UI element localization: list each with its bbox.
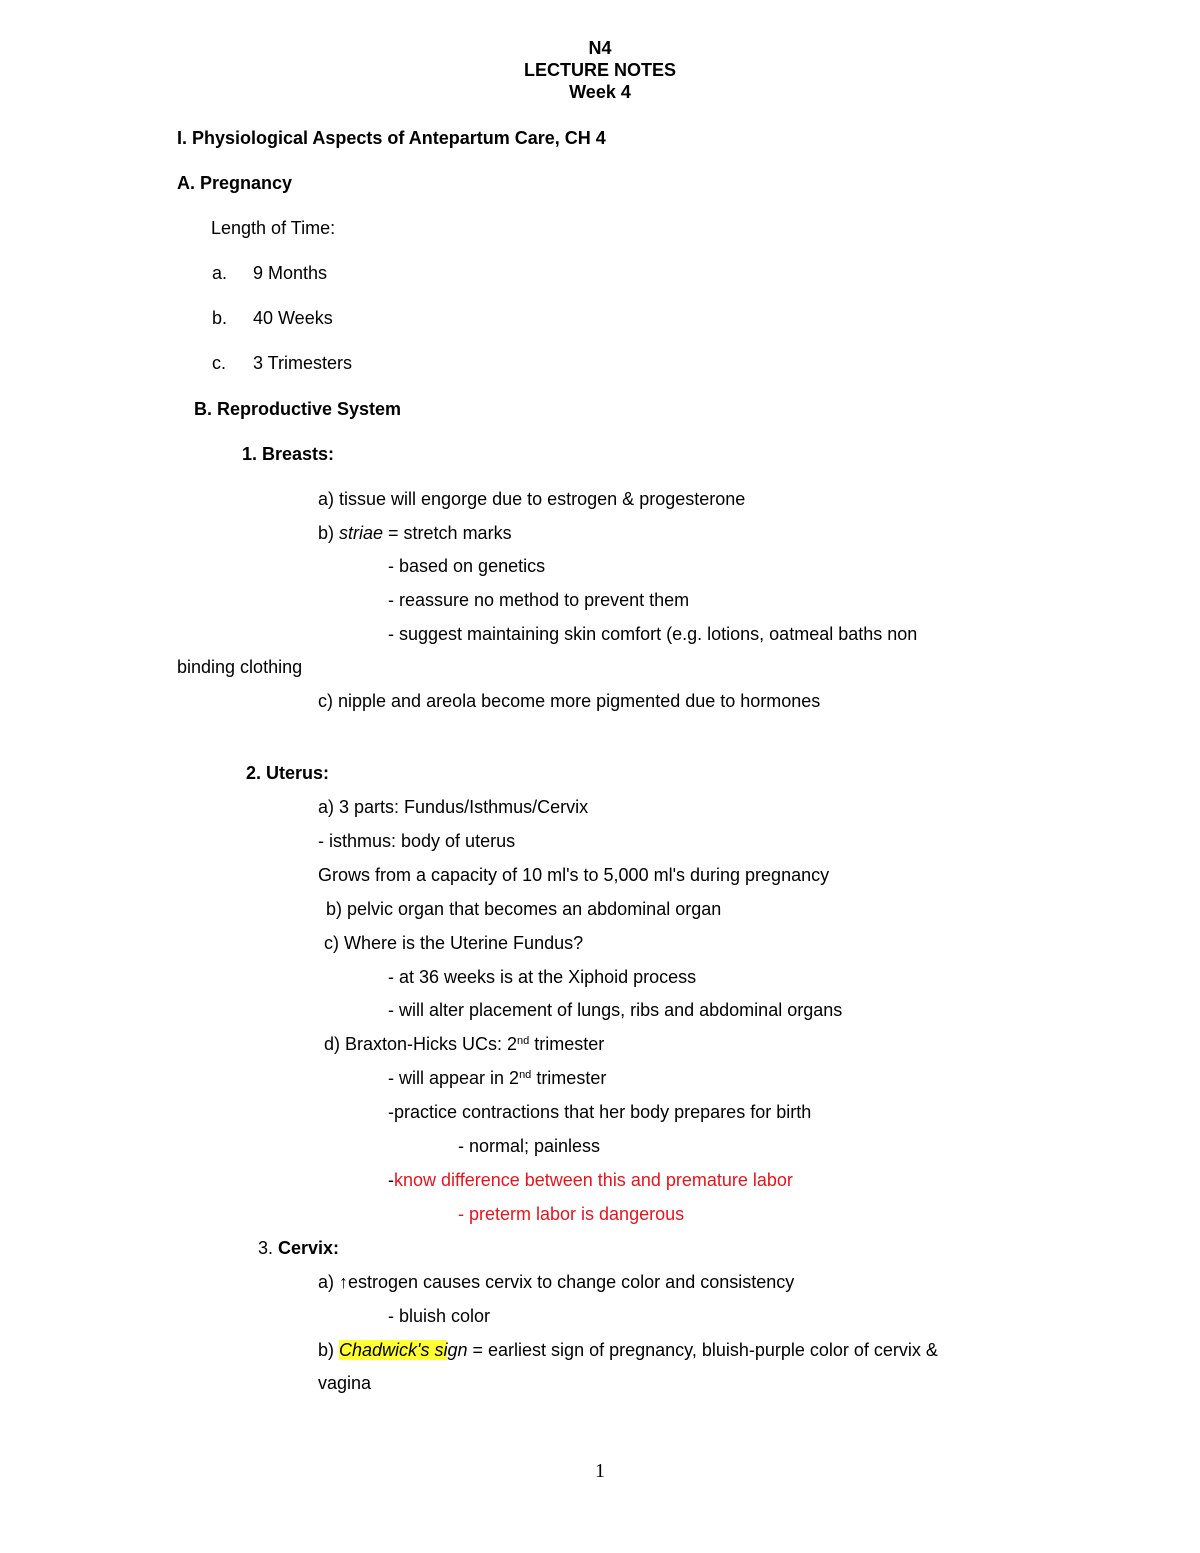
know-dash: - xyxy=(388,1170,394,1190)
cervix-item-a: a) ↑estrogen causes cervix to change color and consistency xyxy=(318,1272,795,1292)
section-a-heading: A. Pregnancy xyxy=(177,173,293,193)
list-item-trimesters: 3 Trimesters xyxy=(253,353,353,373)
breasts-heading: 1. Breasts: xyxy=(242,444,335,464)
cervix-b-rest: = earliest sign of pregnancy, bluish-purple color of cervix & xyxy=(467,1340,938,1360)
section-b-heading: B. Reproductive System xyxy=(194,399,402,419)
cervix-heading xyxy=(258,1237,339,1259)
preterm-warning: - preterm labor is dangerous xyxy=(458,1204,685,1224)
doc-title: LECTURE NOTES xyxy=(523,60,676,80)
uterus-know-difference xyxy=(388,1169,793,1191)
uterus-d-sub1-pre: - will appear in 2 xyxy=(388,1068,520,1088)
breasts-b-sub-comfort: - suggest maintaining skin comfort (e.g. lotions, oatmeal baths non xyxy=(388,624,918,644)
breasts-item-a: a) tissue will engorge due to estrogen & progesterone xyxy=(318,489,746,509)
breasts-b-sub-genetics: - based on genetics xyxy=(388,556,546,576)
page-number: 1 xyxy=(595,1460,605,1482)
section-i-heading: I. Physiological Aspects of Antepartum Care, CH 4 xyxy=(177,128,606,148)
uterus-grows: Grows from a capacity of 10 ml's to 5,000 ml's during pregnancy xyxy=(318,865,830,885)
cervix-item-b xyxy=(318,1339,938,1361)
cervix-label: Cervix: xyxy=(278,1238,340,1258)
uterus-item-d xyxy=(324,1033,604,1055)
uterus-isthmus: - isthmus: body of uterus xyxy=(318,831,516,851)
chadwicks-sign-rest: gn xyxy=(447,1340,468,1360)
breasts-b-sub-reassure: - reassure no method to prevent them xyxy=(388,590,690,610)
uterus-d-pre: d) Braxton-Hicks UCs: 2 xyxy=(324,1034,518,1054)
breasts-b-sub-wrap: binding clothing xyxy=(177,657,303,677)
uterus-item-a: a) 3 parts: Fundus/Isthmus/Cervix xyxy=(318,797,589,817)
uterus-c-sub-xiphoid: - at 36 weeks is at the Xiphoid process xyxy=(388,967,697,987)
know-difference-text: know difference between this and premature labor xyxy=(394,1170,793,1190)
cervix-a-sub-bluish: - bluish color xyxy=(388,1306,491,1326)
list-marker-b: b. xyxy=(212,308,228,328)
uterus-d-sub-appear xyxy=(388,1067,606,1089)
length-label: Length of Time: xyxy=(211,218,336,238)
cervix-number: 3. xyxy=(258,1238,279,1258)
doc-week: Week 4 xyxy=(569,82,631,102)
breasts-b-prefix: b) xyxy=(318,523,340,543)
list-marker-a: a. xyxy=(212,263,228,283)
uterus-item-c: c) Where is the Uterine Fundus? xyxy=(324,933,584,953)
uterus-d-post: trimester xyxy=(529,1034,605,1054)
uterus-d-sub-normal: - normal; painless xyxy=(458,1136,601,1156)
striae-term: striae xyxy=(339,523,384,543)
uterus-d-sub1-sup: nd xyxy=(519,1069,532,1081)
list-item-weeks: 40 Weeks xyxy=(253,308,333,328)
uterus-d-sub-practice: -practice contractions that her body prepares for birth xyxy=(388,1102,812,1122)
uterus-d-sub1-post: trimester xyxy=(531,1068,607,1088)
chadwicks-sign-highlight: Chadwick's si xyxy=(339,1340,448,1360)
doc-code: N4 xyxy=(588,38,612,58)
uterus-c-sub-placement: - will alter placement of lungs, ribs and abdominal organs xyxy=(388,1000,843,1020)
list-item-months: 9 Months xyxy=(253,263,328,283)
cervix-b-prefix: b) xyxy=(318,1340,340,1360)
breasts-b-rest: = stretch marks xyxy=(383,523,512,543)
uterus-item-b: b) pelvic organ that becomes an abdominal organ xyxy=(326,899,722,919)
cervix-b-wrap: vagina xyxy=(318,1373,372,1393)
breasts-item-c: c) nipple and areola become more pigmented due to hormones xyxy=(318,691,821,711)
breasts-item-b xyxy=(318,522,512,544)
uterus-d-sup: nd xyxy=(517,1035,530,1047)
list-marker-c: c. xyxy=(212,353,227,373)
uterus-heading: 2. Uterus: xyxy=(246,763,330,783)
